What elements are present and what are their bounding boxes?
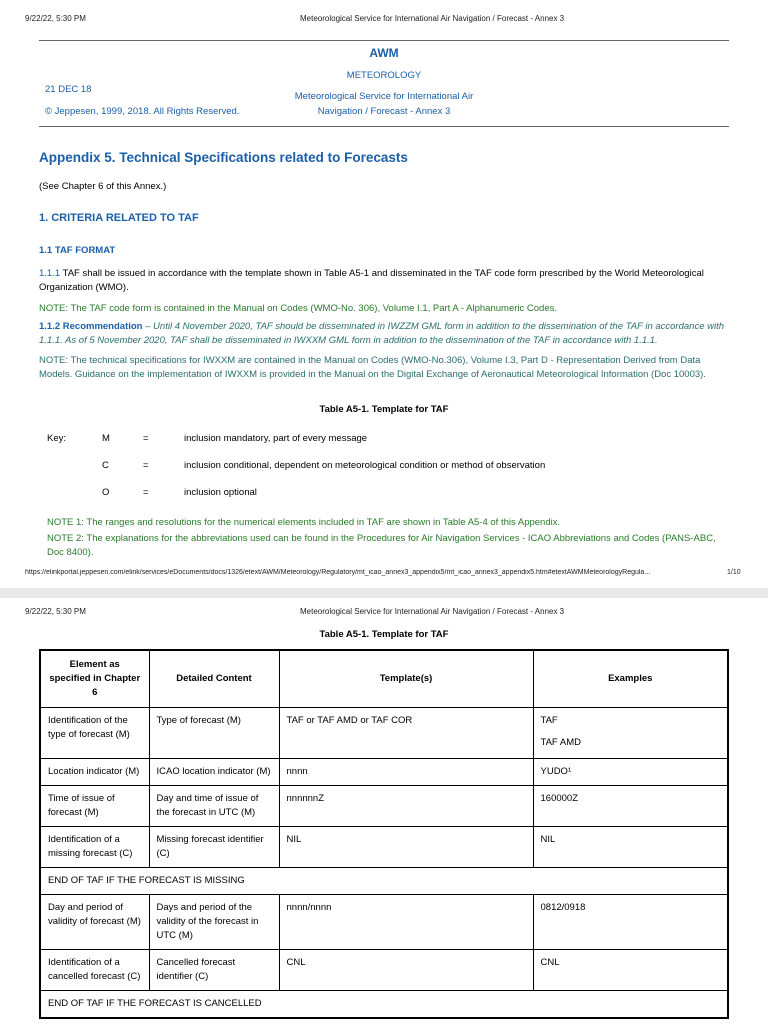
cell-element: Identification of a cancelled forecast (C)	[40, 950, 149, 991]
cell-template: NIL	[279, 827, 533, 868]
key-code-c: C	[102, 460, 109, 471]
appendix-title: Appendix 5. Technical Specifications related to Forecasts	[39, 150, 408, 165]
cell-content: ICAO location indicator (M)	[149, 759, 279, 786]
header-examples: Examples	[533, 650, 728, 708]
paragraph-112-label: 1.1.2 Recommendation	[39, 321, 143, 332]
cell-element: Identification of the type of forecast (M)	[40, 708, 149, 759]
table-row	[40, 708, 728, 759]
cell-examples	[533, 950, 728, 991]
table-caption-p1: Table A5-1. Template for TAF	[319, 404, 449, 415]
section11-title: 1.1 TAF FORMAT	[39, 245, 116, 256]
section-meteorology: METEOROLOGY	[346, 70, 422, 81]
print-title: Meteorological Service for International Air Navigation / Forecast - Annex 3	[300, 14, 565, 23]
key-desc-o: inclusion optional	[184, 487, 257, 498]
header-element: Element as specified in Chapter 6	[40, 650, 149, 708]
note-tac-code: NOTE: The TAF code form is contained in the Manual on Codes (WMO-No. 306), Volume I.1, Part A - Alphanumeric Codes.	[39, 303, 557, 314]
cell-content: Day and time of issue of the forecast in UTC (M)	[149, 786, 279, 827]
cell-element: Identification of a missing forecast (C)	[40, 827, 149, 868]
print-datetime-p2: 9/22/22, 5:30 PM	[25, 607, 86, 616]
cell-template: nnnn	[279, 759, 533, 786]
cell-examples	[533, 895, 728, 950]
example-value: CNL	[540, 957, 560, 968]
cell-span: END OF TAF IF THE FORECAST IS CANCELLED	[40, 991, 728, 1019]
cell-element: Time of issue of forecast (M)	[40, 786, 149, 827]
table-row	[40, 895, 728, 950]
cell-element: Location indicator (M)	[40, 759, 149, 786]
cell-template: TAF or TAF AMD or TAF COR	[279, 708, 533, 759]
example-value: 160000Z	[540, 793, 579, 804]
cell-content: Missing forecast identifier (C)	[149, 827, 279, 868]
example-value: 0812/0918	[540, 902, 586, 913]
paragraph-112-text: – Until 4 November 2020, TAF should be disseminated in IWZZM GML form in addition to the dissemination of the TAF in accordance with 1.1.1. As of 5 November 2020, TAF shall be disseminated in IWXXM GML form in addition to the dissemination of the TAF in accordance with 1.1.1.	[39, 321, 725, 346]
table-caption-p2: Table A5-1. Template for TAF	[319, 629, 449, 640]
key-label: Key:	[47, 433, 67, 444]
cell-span: END OF TAF IF THE FORECAST IS MISSING	[40, 868, 728, 895]
footer-url[interactable]: https://elinkportal.jeppesen.com/elink/services/eDocuments/docs/1326/etext/AWM/Meteorology/Regulatory/mt_icao_annex3_appendix5/mt_icao_annex3_appendix5.htm#etextAWMMeteorologyRegula...	[25, 569, 651, 576]
see-chapter: (See Chapter 6 of this Annex.)	[39, 181, 167, 192]
cell-template: CNL	[279, 950, 533, 991]
footer-page-number: 1/10	[727, 569, 741, 576]
brand-awm: AWM	[369, 46, 399, 60]
cell-examples	[533, 786, 728, 827]
example-value: NIL	[540, 834, 556, 845]
header-top-rule	[39, 40, 729, 41]
key-code-m: M	[102, 433, 110, 444]
table-header-row	[40, 650, 728, 708]
print-title-p2: Meteorological Service for International Air Navigation / Forecast - Annex 3	[300, 607, 565, 616]
doc-subtitle-line1: Meteorological Service for International Air	[294, 91, 474, 102]
example-value: YUDO¹	[540, 766, 572, 777]
key-code-o: O	[102, 487, 110, 498]
table-row	[40, 827, 728, 868]
cell-examples	[533, 708, 728, 759]
paragraph-111-number: 1.1.1	[39, 268, 61, 279]
key-eq-m: =	[143, 433, 149, 444]
section1-title: 1. CRITERIA RELATED TO TAF	[39, 212, 199, 224]
cell-template: nnnnnnZ	[279, 786, 533, 827]
taf-template-table	[39, 649, 729, 1019]
table-span-row	[40, 991, 728, 1019]
cell-element: Day and period of validity of forecast (M)	[40, 895, 149, 950]
cell-content: Days and period of the validity of the forecast in UTC (M)	[149, 895, 279, 950]
table-row	[40, 786, 728, 827]
cell-template: nnnn/nnnn	[279, 895, 533, 950]
paragraph-111	[39, 267, 729, 295]
cell-content: Type of forecast (M)	[149, 708, 279, 759]
table-span-row	[40, 868, 728, 895]
page-break	[0, 588, 768, 598]
paragraph-112	[39, 320, 729, 348]
key-eq-c: =	[143, 460, 149, 471]
example-value: TAF AMD	[540, 737, 581, 748]
cell-examples	[533, 759, 728, 786]
cell-content: Cancelled forecast identifier (C)	[149, 950, 279, 991]
table-row	[40, 950, 728, 991]
paragraph-111-text: TAF shall be issued in accordance with the template shown in Table A5-1 and disseminated in the TAF code form prescribed by the World Meteorological Organization (WMO).	[39, 268, 704, 293]
header-templates: Template(s)	[279, 650, 533, 708]
cell-examples	[533, 827, 728, 868]
key-eq-o: =	[143, 487, 149, 498]
print-datetime: 9/22/22, 5:30 PM	[25, 14, 86, 23]
note-iwxxm: NOTE: The technical specifications for IWXXM are contained in the Manual on Codes (WMO-No.306), Volume I.3, Part D - Representation Derived from Data Models. Guidance on the implementation of IWXXM is provided in the Manual on the Digital Exchange of Aeronautical Meteorological Information (Doc 10003).	[39, 355, 706, 380]
example-value: TAF	[540, 715, 558, 726]
note-abbreviations: NOTE 2: The explanations for the abbreviations used can be found in the Procedures for Air Navigation Services - ICAO Abbreviations and Codes (PANS-ABC, Doc 8400).	[47, 533, 716, 558]
doc-copyright: © Jeppesen, 1999, 2018. All Rights Reserved.	[45, 106, 240, 117]
key-desc-m: inclusion mandatory, part of every message	[184, 433, 368, 444]
doc-date: 21 DEC 18	[45, 84, 92, 95]
doc-subtitle-line2: Navigation / Forecast - Annex 3	[317, 106, 451, 117]
header-bottom-rule	[39, 126, 729, 127]
key-desc-c: inclusion conditional, dependent on meteorological condition or method of observation	[184, 460, 546, 471]
note-ranges: NOTE 1: The ranges and resolutions for the numerical elements included in TAF are shown in Table A5-4 of this Appendix.	[47, 517, 561, 528]
header-detailed-content: Detailed Content	[149, 650, 279, 708]
table-row	[40, 759, 728, 786]
